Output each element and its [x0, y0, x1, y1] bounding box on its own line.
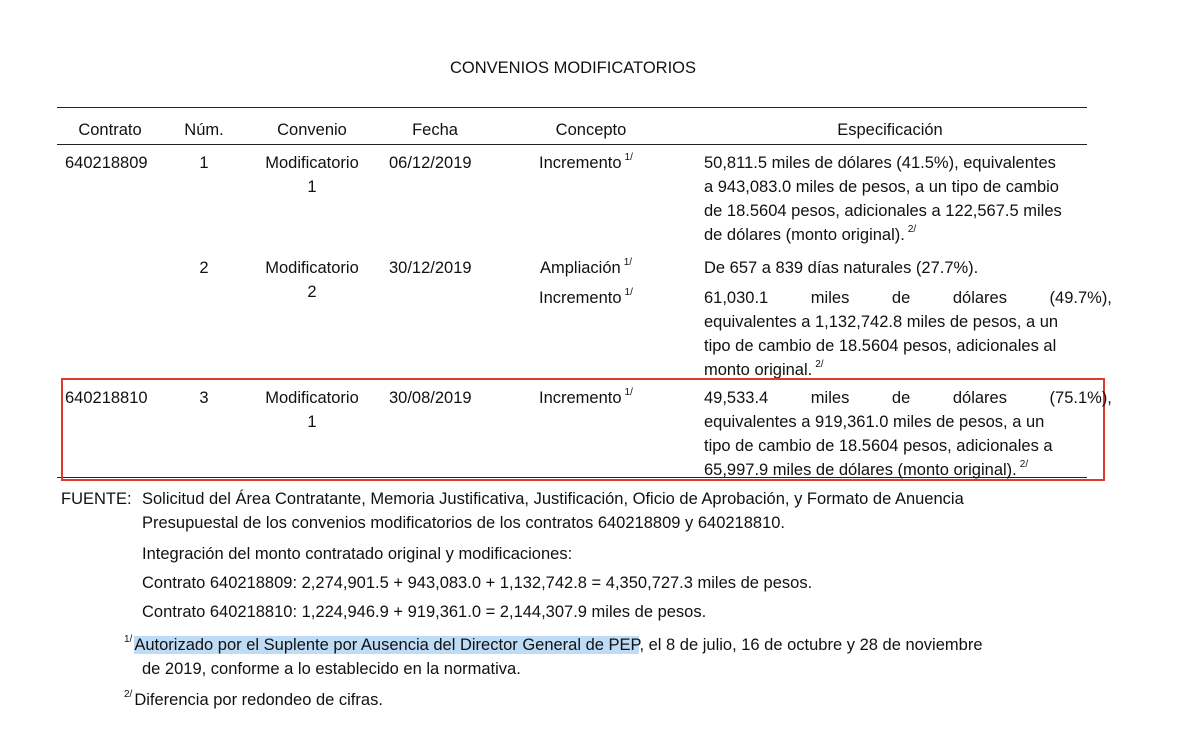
- fuente-text: [142, 487, 964, 535]
- table-cell-num: 2: [199, 259, 209, 277]
- spec-line: a 943,083.0 miles de pesos, a un tipo de cambio: [704, 178, 1059, 196]
- table-cell-concepto: [539, 286, 633, 310]
- footnote-1-line2: de 2019, conforme a lo establecido en la normativa.: [142, 660, 521, 678]
- header-num: Núm.: [184, 121, 224, 139]
- table-cell-especificacion: [704, 151, 1066, 247]
- header-fecha: Fecha: [412, 121, 458, 139]
- spec-text: monto original.: [704, 361, 813, 379]
- fuente-label: FUENTE:: [61, 490, 132, 508]
- integracion-text: Integración del monto contratado original y modificaciones:: [142, 545, 573, 563]
- footnote-ref: 2/: [907, 223, 917, 235]
- concepto-text: Incremento: [539, 154, 622, 172]
- convenio-line: 2: [307, 283, 317, 301]
- footnote-ref: 1/: [623, 256, 633, 268]
- table-cell-fecha: 30/08/2019: [389, 389, 472, 407]
- table-cell-contrato: 640218810: [65, 389, 148, 407]
- table-cell-convenio: [252, 151, 372, 199]
- table-cell-especificacion: [704, 286, 1112, 382]
- footnote-mark: 2/: [124, 688, 133, 700]
- contrato1-sum: Contrato 640218809: 2,274,901.5 + 943,083.0 + 1,132,742.8 = 4,350,727.3 miles de pesos.: [142, 574, 813, 592]
- table-cell-concepto: [540, 256, 632, 280]
- footnote-mark: 1/: [124, 633, 133, 645]
- spec-line: [704, 386, 1112, 410]
- spec-line: [704, 458, 1066, 482]
- header-concepto: Concepto: [555, 121, 627, 139]
- footnote-ref: 1/: [624, 286, 633, 298]
- footnote-ref: 1/: [624, 386, 633, 398]
- page-title: CONVENIOS MODIFICATORIOS: [450, 59, 696, 77]
- spec-text: 65,997.9 miles de dólares (monto original).: [704, 461, 1017, 479]
- table-cell-concepto: [539, 151, 633, 175]
- table-cell-convenio: [252, 386, 372, 434]
- contrato2-sum: Contrato 640218810: 1,224,946.9 + 919,361.0 = 2,144,307.9 miles de pesos.: [142, 603, 707, 621]
- footnote-text: , el 8 de julio, 16 de octubre y 28 de noviembre: [639, 636, 983, 654]
- concepto-text: Ampliación: [540, 259, 621, 277]
- header-convenio: Convenio: [277, 121, 347, 139]
- fuente-line: Presupuestal de los convenios modificatorios de los contratos 640218809 y 640218810.: [142, 514, 786, 532]
- header-rule: [57, 144, 1087, 145]
- spec-text: 50,811.5 miles de dólares (41.5%), equivalentes: [704, 154, 1056, 172]
- table-cell-fecha: 06/12/2019: [389, 154, 472, 172]
- table-cell-contrato: 640218809: [65, 154, 148, 172]
- table-cell-concepto: [539, 386, 633, 410]
- convenio-line: Modificatorio: [265, 154, 359, 172]
- footnote-text: Diferencia por redondeo de cifras.: [134, 691, 383, 709]
- spec-line: [704, 151, 1066, 175]
- table-cell-num: 3: [199, 389, 209, 407]
- fuente-line: Solicitud del Área Contratante, Memoria Justificativa, Justificación, Oficio de Aprobación, y Formato de Anuencia: [142, 490, 964, 508]
- spec-text: 49,533.4 miles de dólares (75.1%),: [704, 389, 1112, 407]
- spec-line: tipo de cambio de 18.5604 pesos, adicionales a: [704, 437, 1053, 455]
- table-cell-num: 1: [199, 154, 209, 172]
- convenio-line: Modificatorio: [265, 389, 359, 407]
- concepto-text: Incremento: [539, 289, 622, 307]
- spec-line: equivalentes a 919,361.0 miles de pesos, a un: [704, 413, 1045, 431]
- table-cell-especificacion: De 657 a 839 días naturales (27.7%).: [704, 259, 979, 277]
- footnote-ref: 2/: [815, 358, 824, 370]
- spec-line: [704, 223, 1066, 247]
- spec-line: de 18.5604 pesos, adicionales a 122,567.5 miles: [704, 202, 1062, 220]
- convenio-line: 1: [307, 178, 317, 196]
- table-top-rule: [57, 107, 1087, 108]
- convenio-line: Modificatorio: [265, 259, 359, 277]
- table-cell-fecha: 30/12/2019: [389, 259, 472, 277]
- footnote-1: [124, 633, 983, 657]
- spec-line: [704, 286, 1112, 310]
- spec-line: tipo de cambio de 18.5604 pesos, adicionales al: [704, 337, 1057, 355]
- footnote-ref: 2/: [1019, 458, 1029, 470]
- highlighted-text: Autorizado por el Suplente por Ausencia del Director General de PEP: [134, 636, 640, 654]
- footnote-2: [124, 688, 383, 712]
- concepto-text: Incremento: [539, 389, 622, 407]
- header-contrato: Contrato: [78, 121, 142, 139]
- convenio-line: 1: [307, 413, 317, 431]
- spec-text: 61,030.1 miles de dólares (49.7%),: [704, 289, 1112, 307]
- table-cell-convenio: [252, 256, 372, 304]
- table-cell-especificacion: [704, 386, 1112, 482]
- footnote-ref: 1/: [624, 151, 633, 163]
- spec-text: de dólares (monto original).: [704, 226, 905, 244]
- header-especificacion: Especificación: [837, 121, 943, 139]
- spec-line: equivalentes a 1,132,742.8 miles de pesos, a un: [704, 313, 1059, 331]
